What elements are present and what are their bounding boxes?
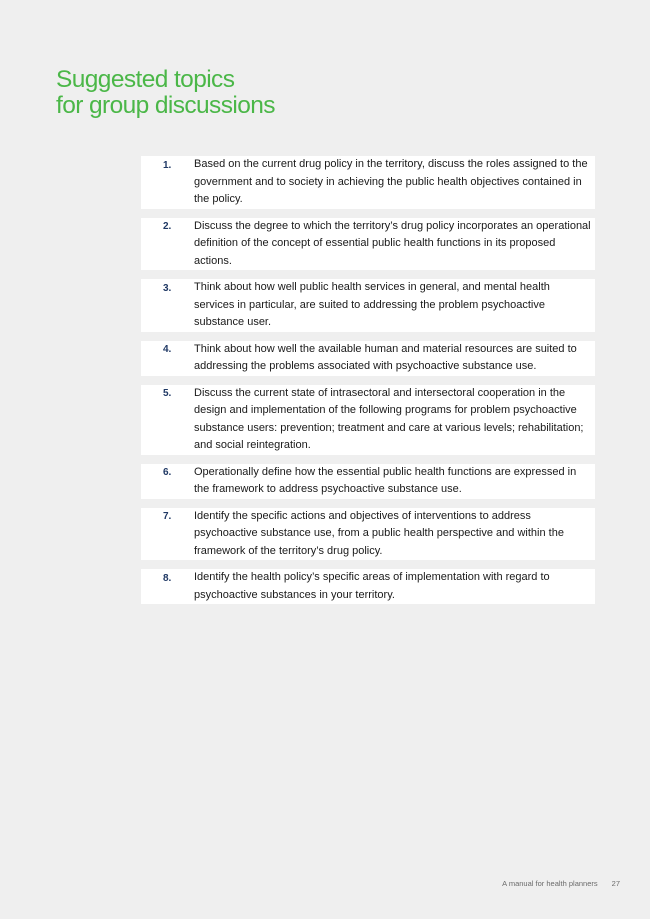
topic-number: 6.: [163, 467, 172, 478]
topic-text: Operationally define how the essential public health functions are expressed in the framework to address psychoactive substance use.: [194, 465, 577, 495]
footer-label: A manual for health planners: [502, 879, 598, 888]
topic-item-4: [141, 341, 595, 376]
topic-item-8: [141, 569, 595, 604]
topic-number: 8.: [163, 572, 172, 584]
page-number: 27: [611, 879, 620, 888]
page-title-line-1: Suggested topics: [56, 66, 235, 93]
topic-item-7: [141, 508, 595, 561]
topic-number: 1.: [163, 159, 172, 171]
topic-text: Think about how well the available human and material resources are suited to addressing the problems associated with psychoactive substance use.: [194, 342, 577, 372]
topic-text: Based on the current drug policy in the territory, discuss the roles assigned to the government and to society in achieving the public health objectives contained in the policy.: [194, 158, 588, 205]
topic-text: Identify the health policy’s specific areas of implementation with regard to psychoactive substances in your territory.: [194, 571, 550, 601]
topic-item-1: [141, 156, 595, 209]
topic-number: 5.: [163, 388, 172, 399]
topic-item-2: [141, 218, 595, 271]
topic-item-5: [141, 385, 595, 455]
page-footer: [502, 879, 620, 888]
topic-text: Discuss the degree to which the territory’s drug policy incorporates an operational definition of the concept of essential public health functions in its proposed actions.: [194, 219, 591, 267]
topic-item-3: [141, 279, 595, 332]
page-title-line-2: for group discussions: [56, 92, 275, 119]
page-title: [56, 67, 275, 119]
topic-number: 3.: [163, 282, 172, 294]
topic-list: [141, 156, 595, 613]
topic-text: Think about how well public health services in general, and mental health services in particular, are suited to addressing the problem psychoactive substance user.: [194, 281, 550, 328]
topic-text: Identify the specific actions and objectives of interventions to address psychoactive substance use, from a public health perspective and within the framework of the territory’s drug policy.: [194, 509, 564, 557]
topic-number: 4.: [163, 344, 172, 355]
topic-text: Discuss the current state of intrasectoral and intersectoral cooperation in the design and implementation of the following programs for problem psychoactive substance users: prevention; treatment and care at various levels; rehabilitation; and social reintegration.: [194, 386, 584, 451]
topic-item-6: [141, 464, 595, 499]
topic-number: 7.: [163, 511, 172, 522]
topic-number: 2.: [163, 221, 172, 232]
